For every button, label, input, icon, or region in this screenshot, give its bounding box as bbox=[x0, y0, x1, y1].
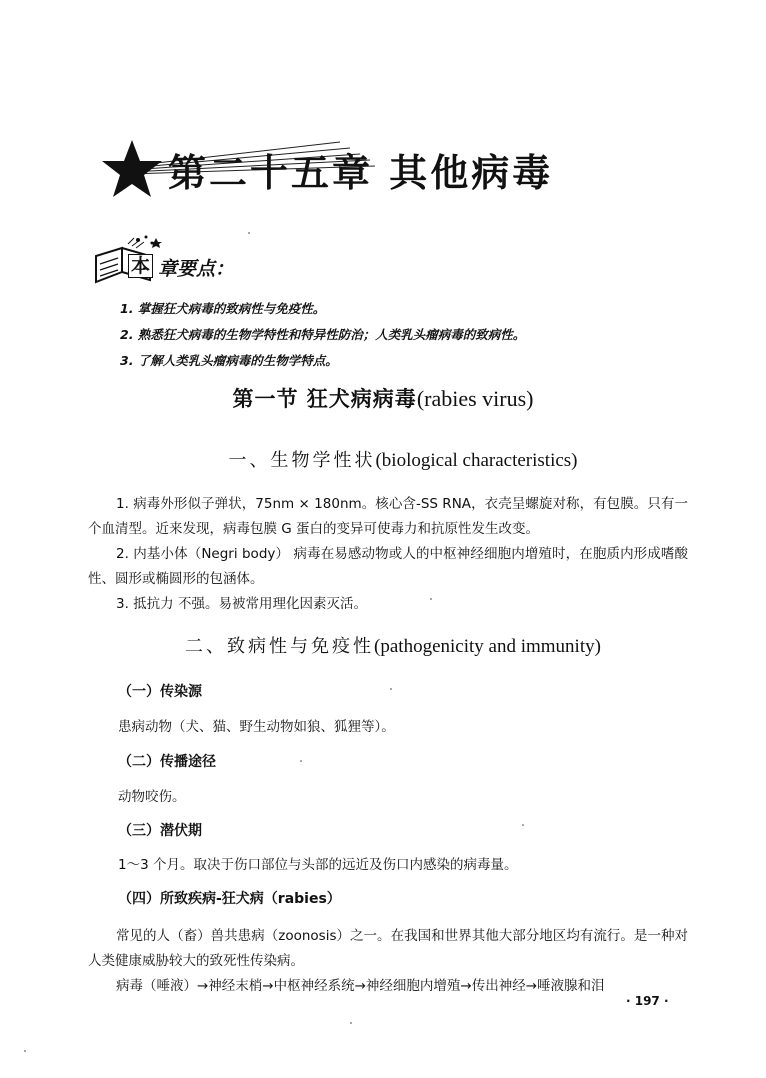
key-point-item: 3. 了解人类乳头瘤病毒的生物学特点。 bbox=[120, 353, 338, 368]
scan-speck bbox=[300, 760, 302, 762]
subsection-title-zh: 二、致病性与免疫性 bbox=[185, 636, 375, 657]
subsection-title-en: (pathogenicity and immunity) bbox=[374, 636, 601, 657]
item-heading: （一）传染源 bbox=[118, 684, 202, 700]
item-text: 动物咬伤。 bbox=[118, 789, 186, 805]
paragraph: 3. 抵抗力 不强。易被常用理化因素灭活。 bbox=[116, 596, 367, 612]
chapter-title: 第二十五章 其他病毒 bbox=[168, 151, 554, 195]
paragraph: 1. 病毒外形似子弹状，75nm × 180nm。核心含-SS RNA，衣壳呈螺旋对称，有包膜。只有一个血清型。近来发现，病毒包膜 G 蛋白的变异可使毒力和抗原性发生改变。 bbox=[88, 496, 688, 537]
item-heading: （三）潜伏期 bbox=[118, 823, 202, 839]
key-points-heading bbox=[92, 232, 292, 290]
scan-speck bbox=[522, 824, 524, 826]
paragraph: 常见的人（畜）兽共患病（zoonosis）之一。在我国和世界其他大部分地区均有流行。是一种对人类健康威胁较大的致死性传染病。 bbox=[88, 928, 688, 969]
key-points-title: 章要点： bbox=[158, 258, 235, 280]
subsection-title-en: (biological characteristics) bbox=[375, 450, 578, 471]
item-heading: （二）传播途径 bbox=[118, 754, 216, 770]
scan-speck bbox=[24, 1050, 26, 1052]
key-point-item: 2. 熟悉狂犬病毒的生物学特性和特异性防治；人类乳头瘤病毒的致病性。 bbox=[120, 327, 526, 342]
ben-label: 本 bbox=[128, 254, 153, 278]
item-text: 1～3 个月。取决于伤口部位与头部的远近及伤口内感染的病毒量。 bbox=[118, 857, 518, 873]
star-icon bbox=[100, 138, 164, 200]
scan-speck bbox=[248, 232, 250, 234]
biology-paragraphs bbox=[88, 492, 688, 617]
rabies-paragraphs bbox=[88, 924, 688, 999]
section-title-en: (rabies virus) bbox=[416, 386, 534, 411]
paragraph: 2. 内基小体（Negri body） 病毒在易感动物或人的中枢神经细胞内增殖时，在胞质内形成嗜酸性、圆形或椭圆形的包涵体。 bbox=[88, 546, 688, 587]
page-number: · 197 · bbox=[626, 994, 669, 1008]
item-text: 患病动物（犬、猫、野生动物如狼、狐狸等）。 bbox=[118, 719, 395, 735]
item-heading: （四）所致疾病-狂犬病（rabies） bbox=[118, 891, 341, 907]
section-title-zh: 第一节 狂犬病病毒 bbox=[232, 387, 417, 411]
scan-speck bbox=[390, 688, 392, 690]
key-points-list bbox=[120, 296, 525, 374]
subsection-title-zh: 一、生物学性状 bbox=[228, 450, 376, 471]
section-title bbox=[0, 383, 766, 413]
paragraph: 病毒（唾液）→神经末梢→中枢神经系统→神经细胞内增殖→传出神经→唾液腺和泪 bbox=[116, 978, 605, 994]
key-point-item: 1. 掌握狂犬病毒的致病性与免疫性。 bbox=[120, 301, 326, 316]
scan-speck bbox=[350, 1022, 352, 1024]
subsection-title bbox=[10, 632, 766, 658]
subsection-title bbox=[20, 446, 766, 472]
scan-speck bbox=[430, 598, 432, 600]
chapter-title-block bbox=[100, 138, 700, 200]
